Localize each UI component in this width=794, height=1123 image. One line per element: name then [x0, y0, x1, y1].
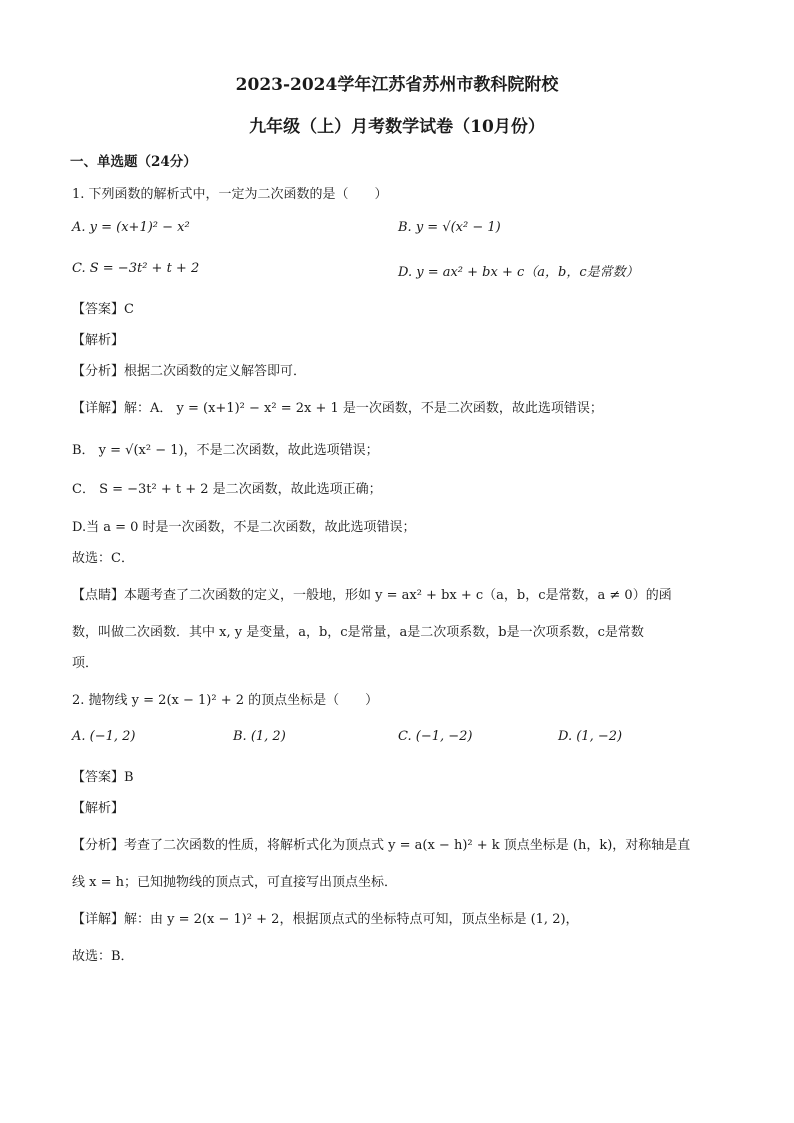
q1-stem: 1. 下列函数的解析式中，一定为二次函数的是（ ） [72, 187, 388, 202]
q1-dianjing-line2: 数，叫做二次函数．其中 x, y 是变量，a，b，c是常量，a是二次项系数，b是一次项系数，c是常数 [72, 625, 644, 640]
q1-choice: 故选：C． [72, 551, 134, 566]
q1-detail-b: B． y = √(x² − 1)，不是二次函数，故此选项错误； [72, 443, 379, 458]
q2-option-b: B. (1, 2) [233, 729, 286, 744]
q2-stem: 2. 抛物线 y = 2(x − 1)² + 2 的顶点坐标是（ ） [72, 693, 379, 708]
q1-answer: 【答案】C [72, 302, 134, 317]
q2-option-a: A. (−1, 2) [72, 729, 136, 744]
q1-option-b: B. y = √(x² − 1) [398, 220, 501, 235]
q1-option-d: D. y = ax² + bx + c（a，b，c是常数） [398, 265, 639, 280]
q1-detail-a: 【详解】解：A． y = (x+1)² − x² = 2x + 1 是一次函数，不是二次函数，故此选项错误； [72, 401, 603, 416]
q2-choice: 故选：B． [72, 949, 134, 964]
exam-title-line2: 九年级（上）月考数学试卷（10月份） [249, 117, 545, 137]
q1-option-a: A. y = (x+1)² − x² [72, 220, 190, 235]
q2-analysis-label: 【解析】 [72, 801, 125, 816]
q2-option-d: D. (1, −2) [558, 729, 623, 744]
section-heading: 一、单选题（24分） [70, 154, 197, 170]
q2-fenxi-line2: 线 x = h；已知抛物线的顶点式，可直接写出顶点坐标． [72, 875, 397, 890]
q1-detail-c: C． S = −3t² + t + 2 是二次函数，故此选项正确； [72, 482, 382, 497]
q1-detail-d: D.当 a = 0 时是一次函数，不是二次函数，故此选项错误； [72, 520, 416, 535]
q2-option-c: C. (−1, −2) [398, 729, 473, 744]
exam-title-line1: 2023-2024学年江苏省苏州市教科院附校 [235, 75, 559, 95]
q2-detail: 【详解】解：由 y = 2(x − 1)² + 2，根据顶点式的坐标特点可知，顶点坐标是 (1, 2)， [72, 912, 579, 927]
q2-fenxi-line1: 【分析】考查了二次函数的性质，将解析式化为顶点式 y = a(x − h)² + k 顶点坐标是 (h，k)，对称轴是直 [72, 838, 691, 853]
q1-analysis-label: 【解析】 [72, 333, 125, 348]
q2-answer: 【答案】B [72, 770, 134, 785]
q1-fenxi: 【分析】根据二次函数的定义解答即可． [72, 364, 307, 379]
q1-dianjing-line1: 【点睛】本题考查了二次函数的定义，一般地，形如 y = ax² + bx + c（a，b，c是常数，a ≠ 0）的函 [72, 588, 672, 603]
q1-dianjing-line3: 项． [72, 656, 99, 671]
q1-option-c: C. S = −3t² + t + 2 [72, 261, 200, 276]
